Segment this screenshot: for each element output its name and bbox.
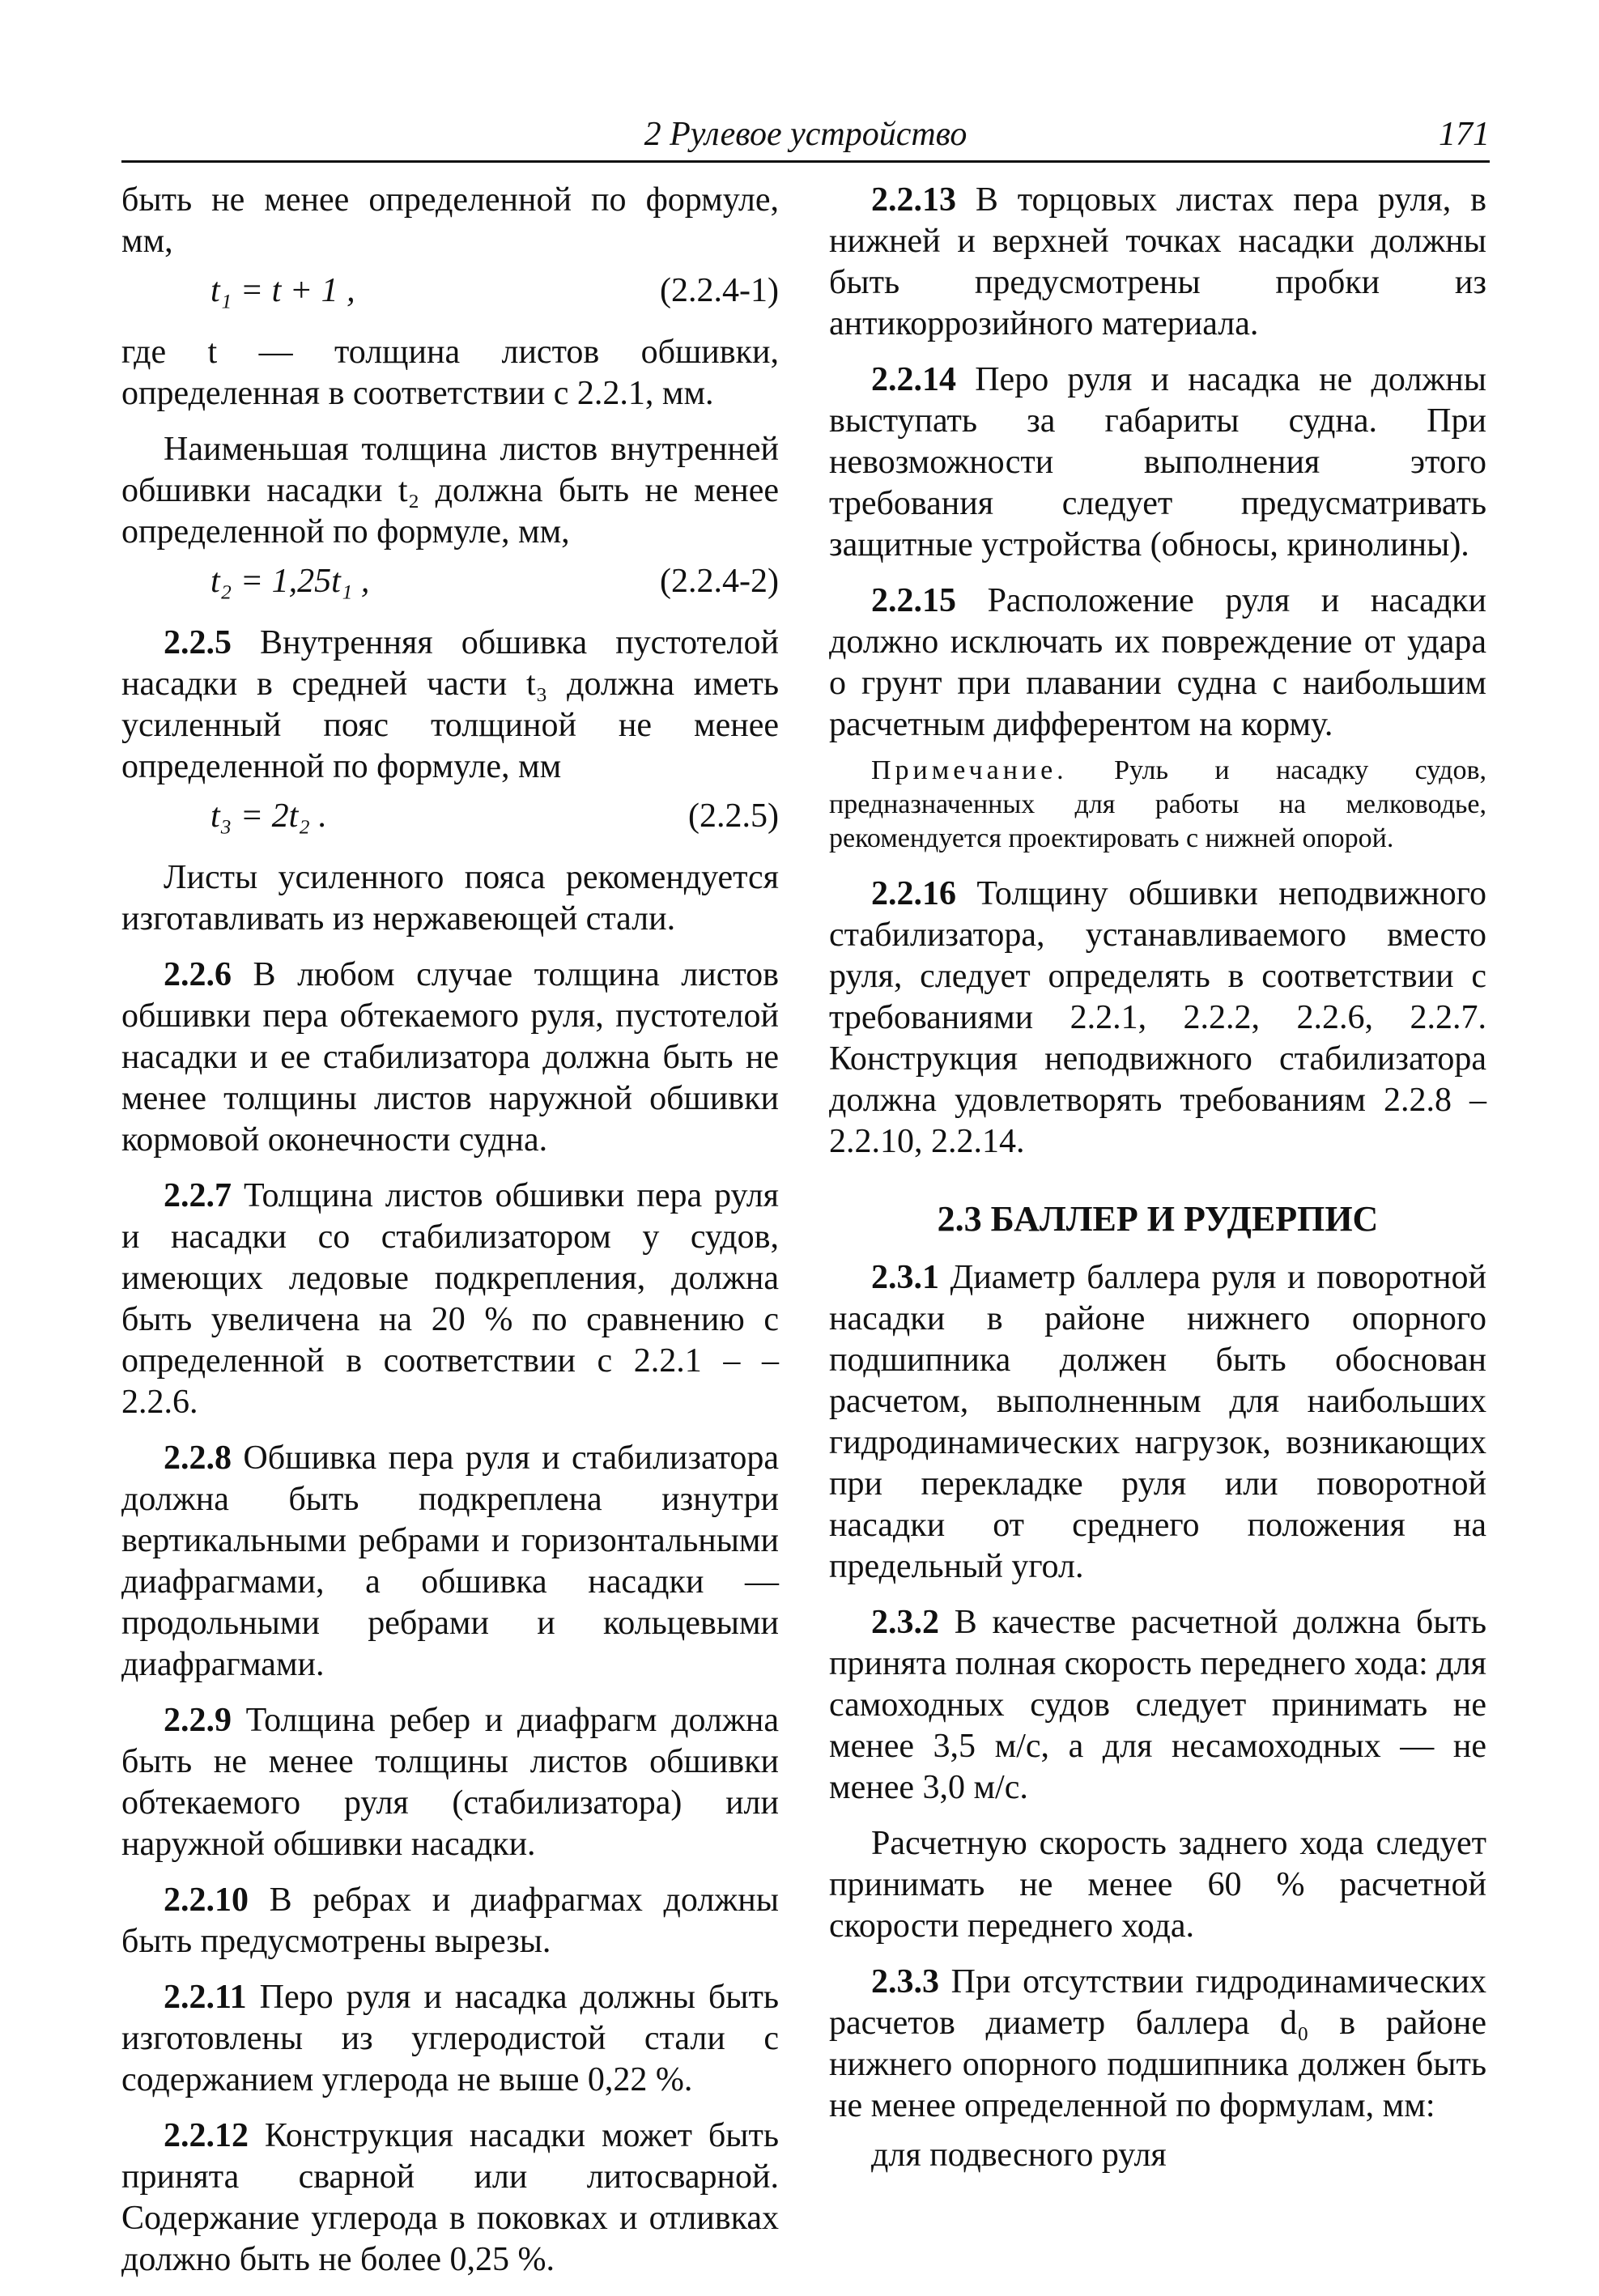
- section-text: Внутренняя обшивка пустотелой насадки в средней части t₃ должна иметь усиленный пояс толщиной не менее определенной по формуле, мм: [121, 624, 779, 785]
- section-text: Перо руля и насадка не должны выступать за габариты судна. При невозможности выполнения этого требования следует предусматривать защитные устройства (обносы, кринолины).: [829, 361, 1486, 563]
- paragraph: для подвесного руля: [871, 2137, 1167, 2174]
- section-2-2-14: [829, 359, 1486, 566]
- section-text: В качестве расчетной должна быть принята полная скорость переднего хода: для самоходных судов следует принимать не менее 3,5 м/с, а для несамоходных — не менее 3,0 м/с.: [829, 1604, 1486, 1806]
- section-text: Диаметр баллера руля и поворотной насадки в районе нижнего опорного подшипника должен быть обоснован расчетом, выполненным для наибольших гидродинамических нагрузок, возникающих при перекладке руля или поворотной насадки от среднего положения на предельный угол.: [829, 1259, 1486, 1585]
- formula-number: (2.2.5): [688, 797, 779, 835]
- section-number: 2.2.5: [164, 624, 232, 661]
- section-number: 2.2.12: [164, 2117, 249, 2154]
- note-label: Примечание.: [871, 755, 1068, 785]
- section-2-2-13: [829, 180, 1486, 345]
- running-header: [121, 112, 1490, 162]
- section-2-2-6: [121, 955, 779, 1161]
- section-2-3-1: [829, 1257, 1486, 1588]
- section-text: В любом случае толщина листов обшивки пера обтекаемого руля, пустотелой насадки и ее стабилизатора должна быть не менее толщины листов наружной обшивки кормовой оконечности судна.: [121, 956, 779, 1159]
- section-text: Обшивка пера руля и стабилизатора должна быть подкреплена изнутри вертикальными ребрами и горизонтальными диафрагмами, а обшивка насадки — продольными ребрами и кольцевыми диафрагмами.: [121, 1439, 779, 1683]
- paragraph: Наименьшая толщина листов внутренней обшивки насадки t₂ должна быть не менее определенной по формуле, мм,: [121, 431, 779, 551]
- section-number: 2.2.10: [164, 1881, 249, 1919]
- section-2-2-12: [121, 2115, 779, 2281]
- section-2-2-10: [121, 1880, 779, 1962]
- section-2-2-16: [829, 874, 1486, 1163]
- section-number: 2.2.7: [164, 1177, 232, 1214]
- page-number: 171: [1439, 116, 1490, 153]
- section-number: 2.3.2: [871, 1604, 939, 1641]
- section-number: 2.3.3: [871, 1963, 939, 2000]
- section-2-2-9: [121, 1700, 779, 1865]
- paragraph: Расчетную скорость заднего хода следует принимать не менее 60 % расчетной скорости переднего хода.: [829, 1825, 1486, 1945]
- section-text: При отсутствии гидродинамических расчетов диаметр баллера d₀ в районе нижнего опорного подшипника должен быть не менее определенной по формулам, мм:: [829, 1963, 1486, 2124]
- section-2-2-5: [121, 623, 779, 788]
- section-text: Толщина листов обшивки пера руля и насадки со стабилизатором у судов, имеющих ледовые подкрепления, должна быть увеличена на 20 % по сравнению с определенной в соответствии с 2.2.1 – – 2.2.6.: [121, 1177, 779, 1421]
- header-title: 2 Рулевое устройство: [644, 116, 967, 153]
- section-number: 2.2.6: [164, 956, 232, 993]
- note: [829, 754, 1486, 856]
- formula-number: (2.2.4-2): [660, 563, 779, 600]
- section-2-3-3: [829, 1962, 1486, 2127]
- formula-expression: t₂ = 1,25t₁ ,: [211, 563, 370, 600]
- formula-2-2-5: [121, 796, 779, 844]
- formula-2-2-4-2: [121, 561, 779, 610]
- section-text: Перо руля и насадка должны быть изготовлены из углеродистой стали с содержанием углерода не выше 0,22 %.: [121, 1979, 779, 2098]
- section-2-2-15: [829, 580, 1486, 746]
- section-number: 2.2.11: [164, 1979, 247, 2016]
- section-2-2-11: [121, 1977, 779, 2101]
- section-number: 2.2.9: [164, 1702, 232, 1739]
- note-text: Руль и насадку судов, предназначенных для работы на мелководье, рекомендуется проектировать с нижней опорой.: [829, 755, 1486, 853]
- section-number: 2.3.1: [871, 1259, 939, 1296]
- section-2-3-2: [829, 1602, 1486, 1809]
- formula-number: (2.2.4-1): [660, 272, 779, 309]
- section-text: Толщину обшивки неподвижного стабилизатора, устанавливаемого вместо руля, следует определять в соответствии с требованиями 2.2.1, 2.2.2, 2.2.6, 2.2.7. Конструкция неподвижного стабилизатора должна удовлетворять требованиям 2.2.8 – 2.2.10, 2.2.14.: [829, 875, 1486, 1160]
- section-text: Расположение руля и насадки должно исключать их повреждение от удара о грунт при плавании судна с наибольшим расчетным дифферентом на корму.: [829, 582, 1486, 743]
- paragraph: быть не менее определенной по формуле, мм,: [121, 181, 779, 260]
- section-number: 2.2.16: [871, 875, 956, 912]
- formula-expression: t₃ = 2t₂ .: [211, 797, 327, 835]
- right-column: [829, 180, 1486, 2191]
- section-heading: 2.3 БАЛЛЕР И РУДЕРПИС: [937, 1199, 1379, 1239]
- section-number: 2.2.15: [871, 582, 956, 619]
- section-2-2-7: [121, 1176, 779, 1423]
- header-rule: [121, 160, 1490, 163]
- section-number: 2.2.14: [871, 361, 956, 398]
- section-number: 2.2.8: [164, 1439, 232, 1477]
- paragraph: Листы усиленного пояса рекомендуется изготавливать из нержавеющей стали.: [121, 859, 779, 938]
- section-2-2-8: [121, 1438, 779, 1686]
- formula-expression: t₁ = t + 1 ,: [211, 272, 355, 309]
- section-text: Толщина ребер и диафрагм должна быть не менее толщины листов обшивки обтекаемого руля (стабилизатора) или наружной обшивки насадки.: [121, 1702, 779, 1863]
- left-column: [121, 180, 779, 2295]
- formula-2-2-4-1: [121, 270, 779, 319]
- section-number: 2.2.13: [871, 181, 956, 219]
- section-text: Конструкция насадки может быть принята сварной или литосварной. Содержание углерода в поковках и отливках должно быть не более 0,25 %.: [121, 2117, 779, 2278]
- section-text: В торцовых листах пера руля, в нижней и верхней точках насадки должны быть предусмотрены пробки из антикоррозийного материала.: [829, 181, 1486, 342]
- section-text: В ребрах и диафрагмах должны быть предусмотрены вырезы.: [121, 1881, 779, 1960]
- paragraph: где t — толщина листов обшивки, определенная в соответствии с 2.2.1, мм.: [121, 334, 779, 412]
